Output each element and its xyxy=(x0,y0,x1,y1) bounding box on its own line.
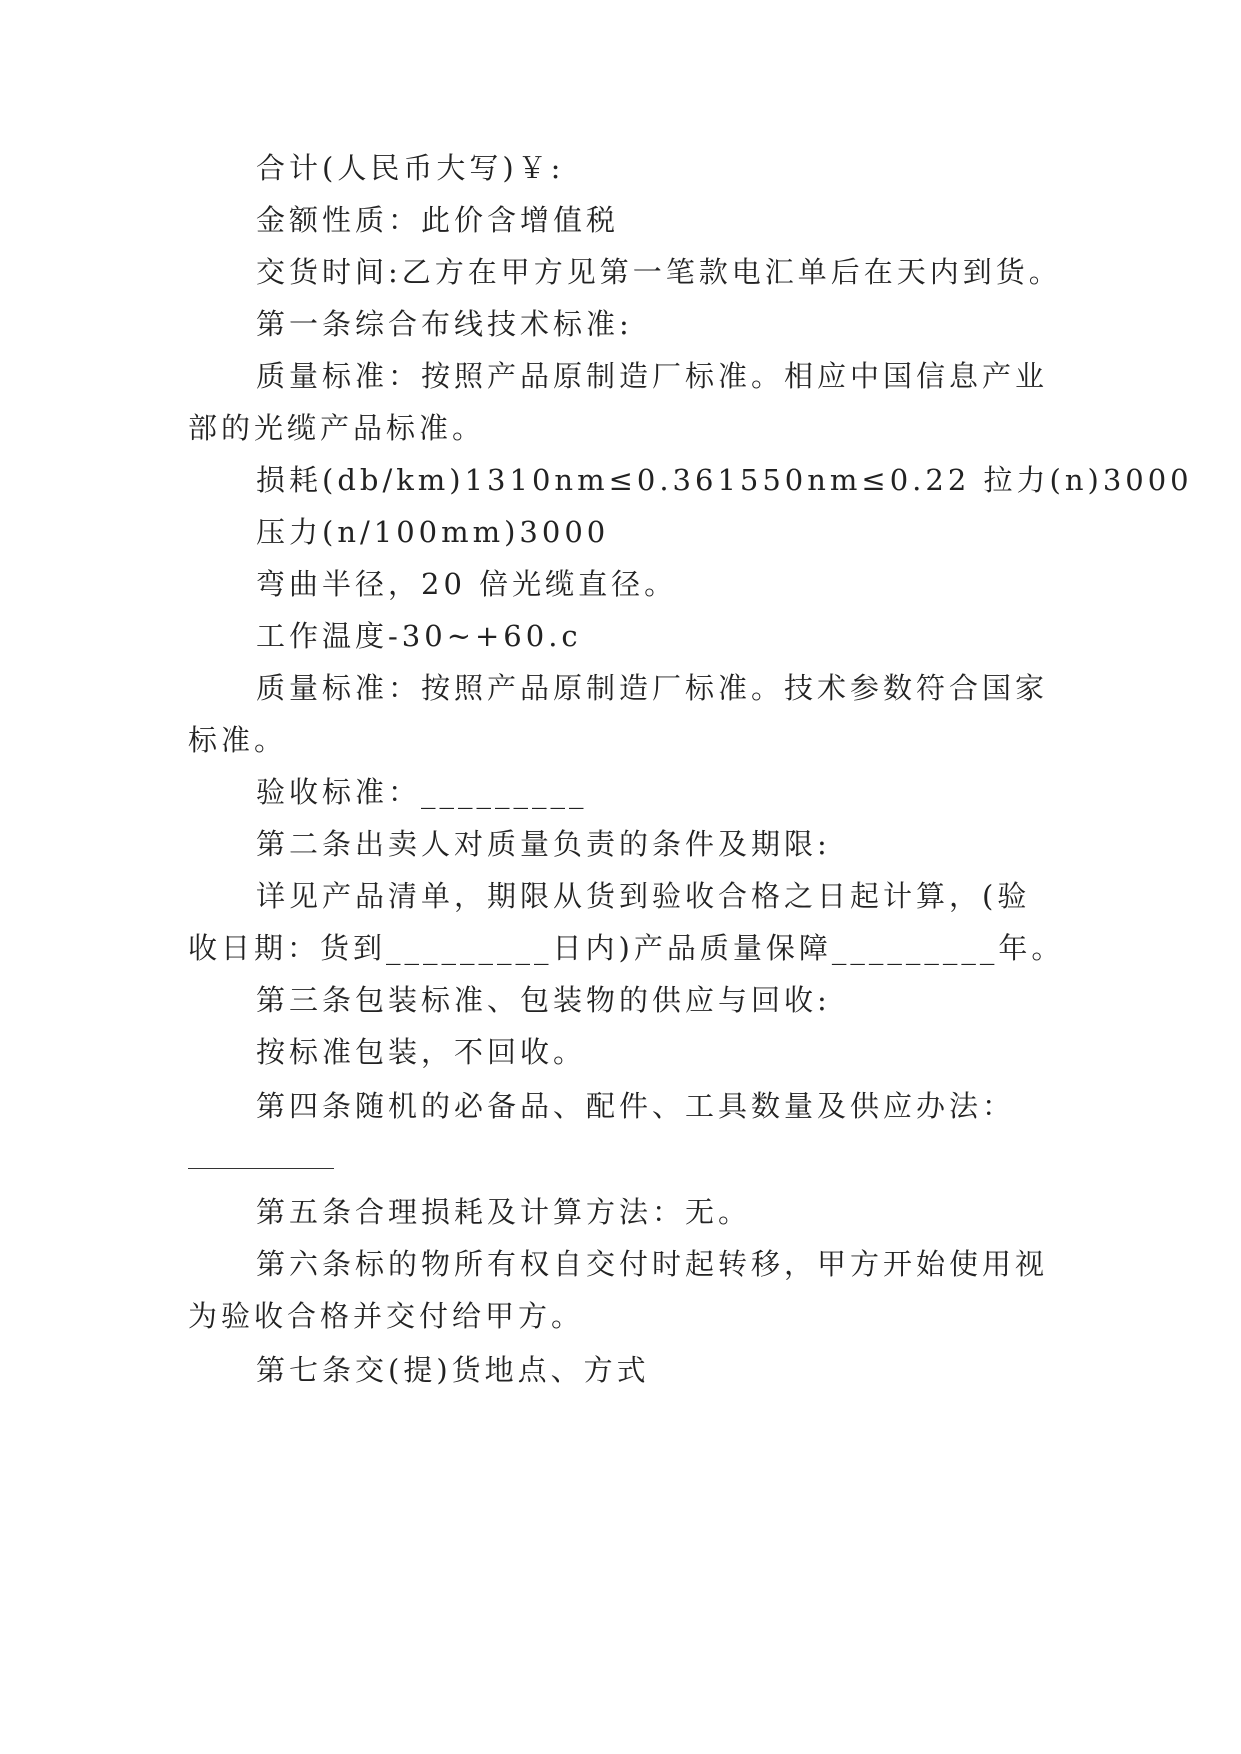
section-heading: 第三条包装标准、包装物的供应与回收: xyxy=(256,983,831,1017)
paragraph-line: 弯曲半径，20 倍光缆直径。 xyxy=(256,567,678,601)
paragraph-line: 部的光缆产品标准。 xyxy=(188,411,486,445)
paragraph-line: 收日期：货到_________日内)产品质量保障_________年。 xyxy=(188,931,1065,965)
section-heading: 第四条随机的必备品、配件、工具数量及供应办法： xyxy=(256,1089,1016,1123)
section-heading: 第五条合理损耗及计算方法：无。 xyxy=(256,1195,752,1229)
paragraph-line: 质量标准：按照产品原制造厂标准。技术参数符合国家 xyxy=(256,671,1049,705)
paragraph-line: 工作温度-30~+60.c xyxy=(256,619,582,653)
paragraph-line: 按标准包装，不回收。 xyxy=(256,1035,587,1069)
blank-underline xyxy=(188,1168,334,1169)
paragraph-line: 为验收合格并交付给甲方。 xyxy=(188,1299,585,1333)
paragraph-line: 详见产品清单，期限从货到验收合格之日起计算，(验 xyxy=(256,879,1031,913)
paragraph-line: 标准。 xyxy=(188,723,288,757)
section-heading: 第六条标的物所有权自交付时起转移，甲方开始使用视 xyxy=(256,1247,1049,1281)
section-heading: 第二条出卖人对质量负责的条件及期限: xyxy=(256,827,831,861)
paragraph-line: 损耗(db/km)1310nm≤0.361550nm≤0.22 拉力(n)3000 xyxy=(256,463,1193,497)
section-heading: 第一条综合布线技术标准: xyxy=(256,307,633,341)
paragraph-line: 压力(n/100mm)3000 xyxy=(256,515,610,549)
paragraph-line: 质量标准：按照产品原制造厂标准。相应中国信息产业 xyxy=(256,359,1049,393)
paragraph-line: 验收标准：_________ xyxy=(256,775,588,809)
section-heading: 第七条交(提)货地点、方式 xyxy=(256,1353,650,1387)
paragraph-line: 金额性质：此价含增值税 xyxy=(256,203,620,237)
paragraph-line: 合计(人民币大写)￥: xyxy=(256,151,565,185)
paragraph-line: 交货时间:乙方在甲方见第一笔款电汇单后在天内到货。 xyxy=(256,255,1062,289)
